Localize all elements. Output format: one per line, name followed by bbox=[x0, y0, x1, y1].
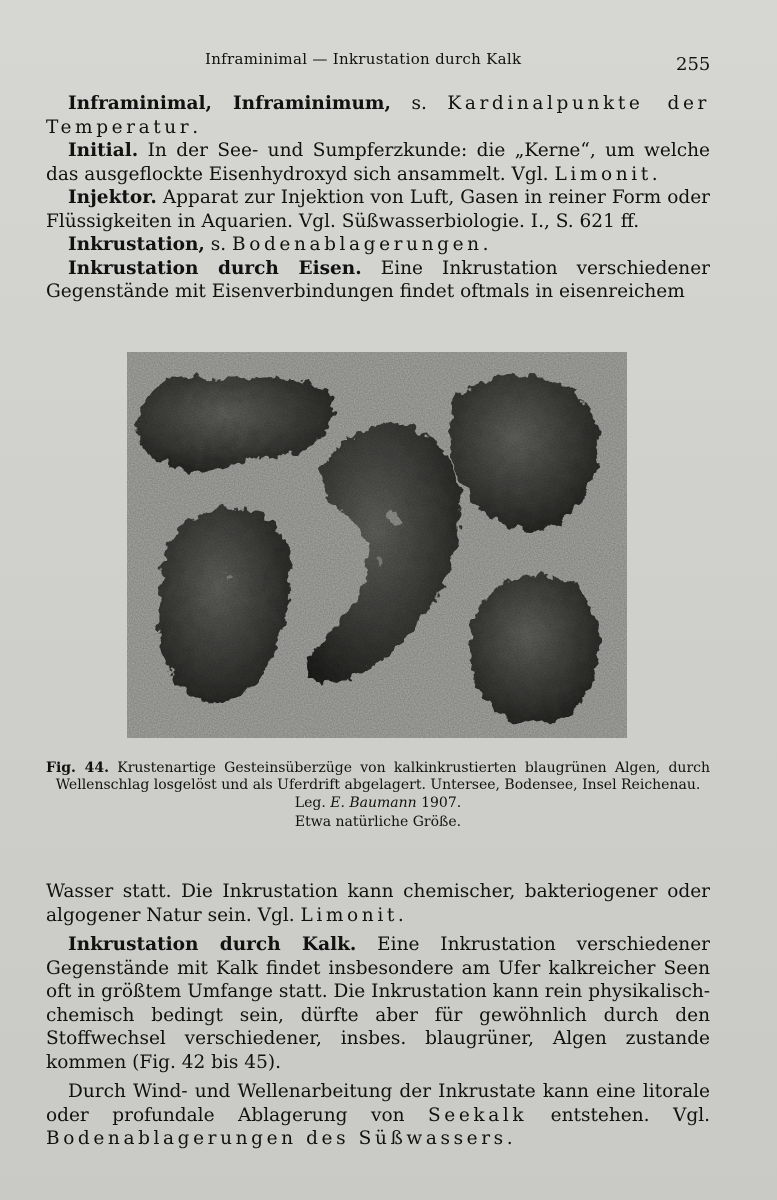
cross-reference: Kardinalpunkte der Temperatur bbox=[46, 93, 710, 138]
entry-tail: . bbox=[192, 116, 199, 138]
leg-prefix: Leg. bbox=[294, 795, 331, 811]
entry-inframinimal bbox=[46, 92, 710, 139]
cross-reference: Bodenablagerungen bbox=[232, 234, 483, 255]
cross-reference: Bodenablagerungen des Süßwassers bbox=[46, 1128, 507, 1149]
entry-text: s. bbox=[390, 93, 448, 114]
running-title: Inframinimal — Inkrustation durch Kalk bbox=[205, 50, 522, 68]
entry-term: Injektor. bbox=[68, 187, 157, 208]
cross-reference: Seekalk bbox=[428, 1104, 528, 1126]
closing-mid: entstehen. Vgl. bbox=[527, 1104, 711, 1126]
entry-inkrustation-kalk bbox=[46, 933, 710, 1074]
entry-text: Apparat zur Injektion von Luft, Gasen in reiner Form oder Flüssigkeiten in Aquarien. Vgl. Süßwasserbiologie. I., S. 621 ff. bbox=[46, 187, 710, 232]
entry-inkrustation-eisen bbox=[46, 257, 710, 304]
caption-size-note: Etwa natürliche Größe. bbox=[294, 813, 462, 830]
entry-term: Inkrustation durch Kalk. bbox=[68, 934, 357, 955]
entries-top bbox=[46, 92, 710, 304]
continuation-tail: . bbox=[397, 904, 404, 926]
caption-text bbox=[46, 760, 710, 793]
figure-photo bbox=[127, 352, 627, 738]
entry-text: Eine Inkrustation verschiedener Gegenstände mit Kalk findet insbesondere am Ufer kalkreicher Seen oft in größtem Umfange statt. Die Inkrustation kann rein physikalisch-chemisch bedingt sein, dürfte aber für gewöhnlich durch den Stoffwechsel verschiedener, insbes. blaugrüner, Algen zustande kommen (Fig. 42 bis 45). bbox=[46, 934, 711, 1073]
figure-label: Fig. 44. bbox=[46, 760, 109, 776]
entry-injektor bbox=[46, 186, 710, 233]
running-head bbox=[0, 50, 777, 74]
entry-term: Inkrustation durch Eisen. bbox=[68, 257, 362, 279]
continuation-paragraph bbox=[46, 880, 710, 927]
entries-bottom bbox=[46, 880, 710, 1151]
continuation-text: Wasser statt. Die Inkrustation kann chemischer, bakteriogener oder algogener Natur sein. Vgl. bbox=[46, 881, 710, 926]
entry-term: Inframinimal, Inframinimum, bbox=[68, 93, 391, 114]
closing-tail: . bbox=[506, 1128, 513, 1149]
closing-text: Durch Wind- und Wellenarbeitung der Inkrustate kann eine litorale oder profundale Ablagerung von bbox=[46, 1081, 710, 1126]
page-number: 255 bbox=[676, 54, 711, 75]
cross-reference: Limonit bbox=[554, 163, 652, 185]
entry-initial bbox=[46, 139, 710, 186]
entry-text: Eine Inkrustation verschiedener Gegenstände mit Eisenverbindungen findet oftmals in eisenreichem bbox=[46, 257, 710, 302]
caption-leg bbox=[46, 795, 710, 812]
closing-paragraph bbox=[46, 1080, 710, 1151]
entry-text: s. bbox=[204, 234, 233, 255]
cross-reference: Limonit bbox=[300, 904, 398, 926]
entry-term: Initial. bbox=[68, 140, 139, 161]
entry-text: In der See- und Sumpferzkunde: die „Kerne“, um welche das ausgeflockte Eisenhydroxyd sich ansammelt. Vgl. bbox=[46, 140, 710, 185]
entry-inkrustation bbox=[46, 233, 710, 257]
leg-name: E. Baumann bbox=[330, 795, 417, 811]
leg-year: 1907. bbox=[416, 795, 462, 811]
entry-term: Inkrustation, bbox=[68, 234, 205, 255]
entry-tail: . bbox=[651, 163, 658, 185]
entry-tail: . bbox=[482, 234, 489, 255]
figure-caption bbox=[46, 760, 710, 830]
caption-body: Krustenartige Gesteinsüberzüge von kalkinkrustierten blaugrünen Algen, durch Wellenschlag losgelöst und als Uferdrift abgelagert. Untersee, Bodensee, Insel Reichenau. bbox=[55, 760, 710, 793]
